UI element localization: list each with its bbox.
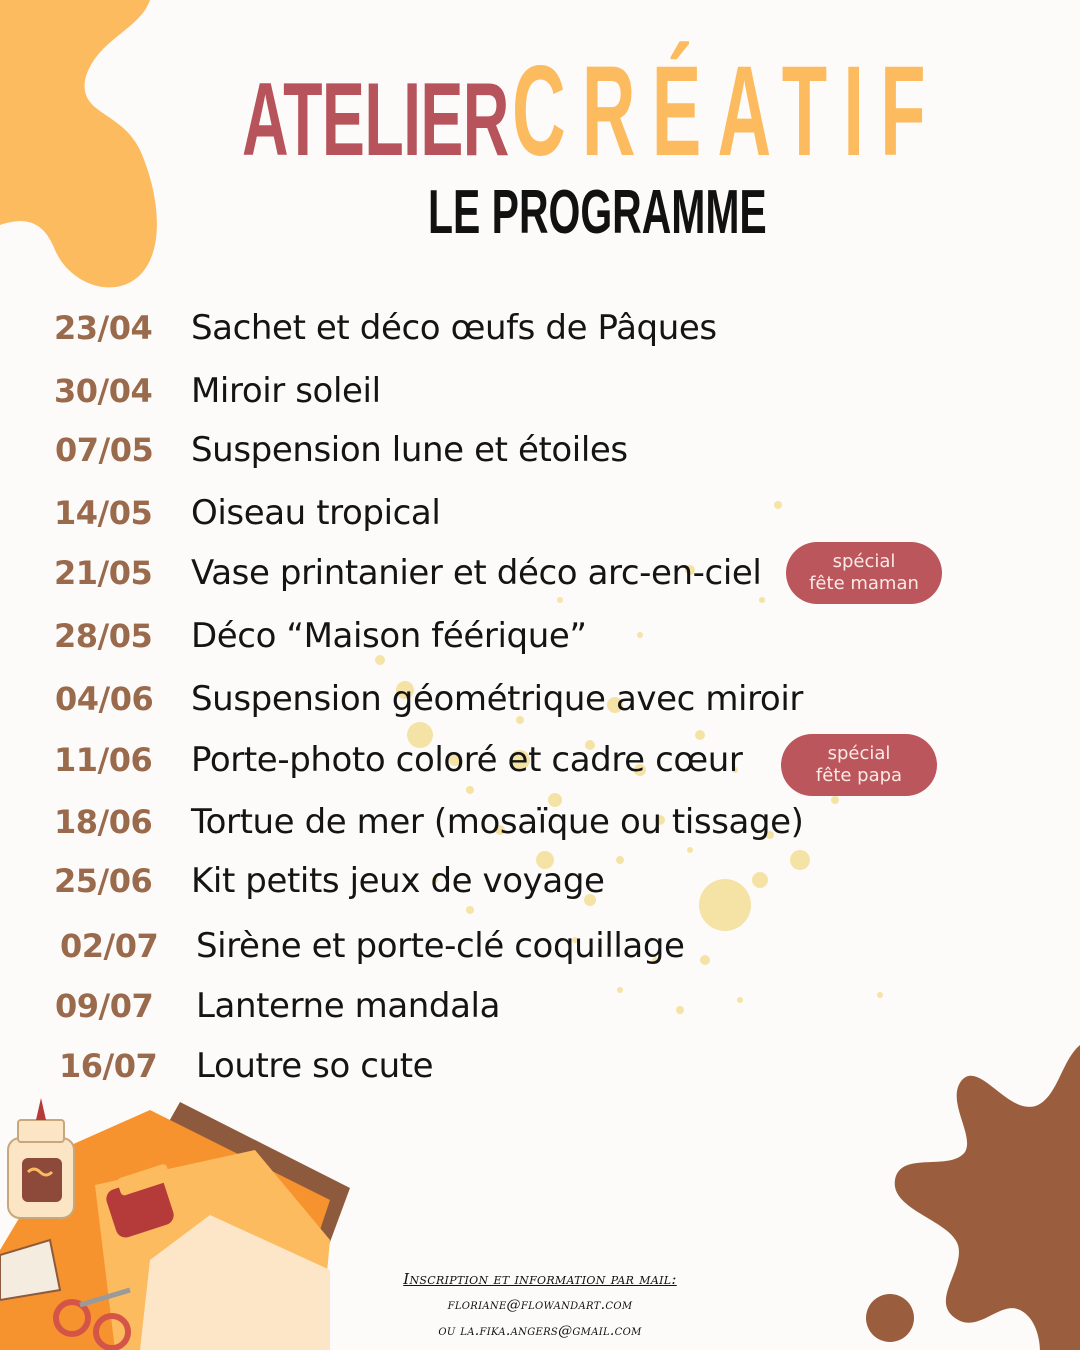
schedule-row — [0, 984, 1080, 1034]
badge-line: fête papa — [815, 765, 903, 786]
schedule-activity: Miroir soleil — [191, 371, 381, 411]
schedule-activity: Loutre so cute — [196, 1046, 434, 1086]
badge-fete-maman — [786, 542, 942, 604]
schedule-date: 04/06 — [55, 680, 154, 718]
schedule-activity: Suspension géométrique avec miroir — [191, 679, 803, 719]
contact-email-link[interactable]: floriane@flowandart.com — [447, 1297, 633, 1313]
schedule-date: 09/07 — [55, 987, 154, 1025]
schedule-row — [0, 859, 1080, 909]
schedule-date: 25/06 — [54, 862, 153, 900]
schedule-activity: Tortue de mer (mosaïque ou tissage) — [191, 802, 804, 842]
schedule-activity: Sachet et déco œufs de Pâques — [191, 308, 717, 348]
subtitle: LE PROGRAMME — [428, 178, 767, 247]
contact-info — [340, 1266, 740, 1344]
schedule-row — [0, 491, 1080, 541]
badge-line: spécial — [832, 551, 896, 572]
schedule-row — [0, 924, 1080, 974]
schedule-activity: Vase printanier et déco arc-en-ciel — [191, 553, 762, 593]
schedule-row — [0, 800, 1080, 850]
schedule-date: 23/04 — [54, 309, 153, 347]
schedule-date: 02/07 — [60, 927, 159, 965]
title-creatif: CRÉATIF — [512, 40, 942, 183]
title-atelier: ATELIER — [242, 62, 509, 178]
schedule-date: 14/05 — [54, 494, 153, 532]
schedule-row — [0, 1044, 1080, 1094]
schedule-date: 07/05 — [55, 431, 154, 469]
schedule-row — [0, 677, 1080, 727]
schedule-activity: Sirène et porte-clé coquillage — [196, 926, 685, 966]
schedule-date: 18/06 — [54, 803, 153, 841]
schedule-activity: Déco “Maison féérique” — [191, 616, 587, 656]
schedule-activity: Oiseau tropical — [191, 493, 441, 533]
schedule-date: 21/05 — [54, 554, 153, 592]
schedule-row — [0, 369, 1080, 419]
schedule-activity: Lanterne mandala — [196, 986, 501, 1026]
schedule-activity: Porte-photo coloré et cadre cœur — [191, 740, 743, 780]
schedule-row — [0, 306, 1080, 356]
schedule-activity: Kit petits jeux de voyage — [191, 861, 605, 901]
badge-fete-papa — [781, 734, 937, 796]
schedule-activity: Suspension lune et étoiles — [191, 430, 628, 470]
schedule-date: 16/07 — [59, 1047, 158, 1085]
schedule-row — [0, 428, 1080, 478]
contact-title: Inscription et information par mail: — [403, 1270, 677, 1288]
badge-line: spécial — [827, 743, 891, 764]
contact-email-link[interactable]: ou la.fika.angers@gmail.com — [438, 1323, 642, 1339]
schedule-date: 11/06 — [54, 741, 153, 779]
schedule-date: 30/04 — [54, 372, 153, 410]
schedule-date: 28/05 — [54, 617, 153, 655]
schedule-row — [0, 614, 1080, 664]
badge-line: fête maman — [809, 573, 919, 594]
